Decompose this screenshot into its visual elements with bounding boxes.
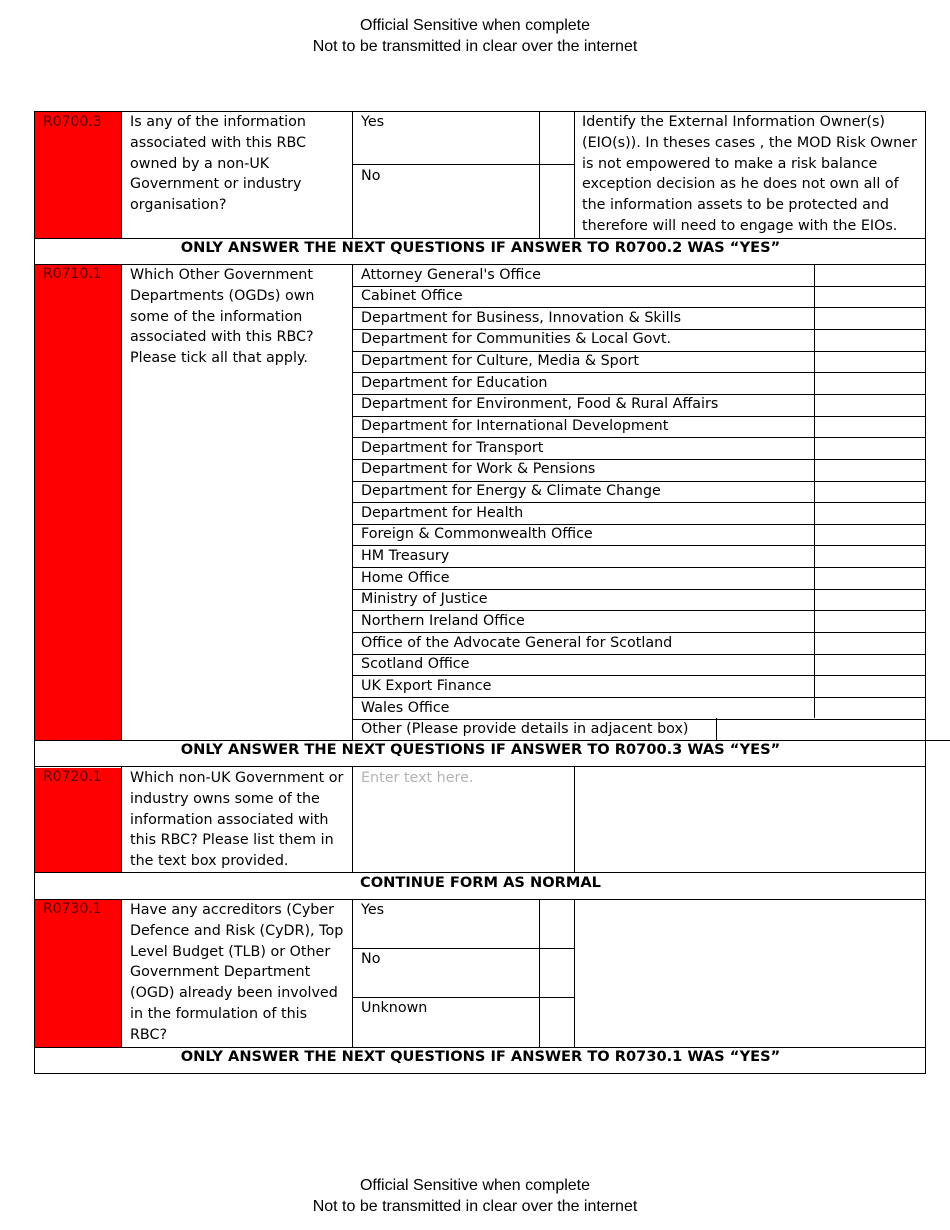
code-cell-r0700-3 [35,112,121,238]
department-option-label: Department for Environment, Food & Rural Affairs [361,396,719,413]
continue-banner: CONTINUE FORM AS NORMAL [360,874,601,891]
department-tick-box[interactable] [815,329,925,351]
department-option-label: Department for Transport [361,439,544,456]
header-transmission-warning: Not to be transmitted in clear over the internet [312,38,638,55]
footer-classification: Official Sensitive when complete [359,1177,591,1194]
department-other-details-box[interactable] [717,719,925,740]
footer-transmission-warning: Not to be transmitted in clear over the internet [312,1198,638,1215]
page-header [0,15,950,57]
department-tick-box[interactable] [815,459,925,481]
department-option-label: Department for Culture, Media & Sport [361,353,639,370]
department-tick-box[interactable] [815,481,925,503]
department-option-label: Department for International Development [361,418,669,435]
department-tick-box[interactable] [815,437,925,459]
answer-text-input[interactable]: Enter text here. [361,770,474,786]
conditional-banner: ONLY ANSWER THE NEXT QUESTIONS IF ANSWER TO R0700.2 WAS “YES” [180,239,781,256]
option-unknown-label: Unknown [361,1000,428,1016]
option-yes-label: Yes [361,902,385,918]
department-tick-box[interactable] [815,567,925,589]
header-classification: Official Sensitive when complete [359,17,591,34]
option-yes-checkbox[interactable] [540,900,574,948]
option-yes-checkbox[interactable] [540,112,574,164]
department-tick-box[interactable] [815,632,925,654]
department-option-label: UK Export Finance [361,677,492,694]
code-cell-r0710-1 [35,265,121,740]
department-option-label: Department for Work & Pensions [361,461,596,478]
option-no-label: No [361,168,381,184]
department-option-label: HM Treasury [361,547,450,564]
department-tick-box[interactable] [815,286,925,308]
department-tick-box[interactable] [815,524,925,546]
question-code: R0710.1 [43,266,102,282]
department-option-label: Scotland Office [361,656,470,673]
conditional-banner: ONLY ANSWER THE NEXT QUESTIONS IF ANSWER TO R0700.3 WAS “YES” [180,741,781,758]
department-option-label: Department for Business, Innovation & Skills [361,309,682,326]
department-option-label: Cabinet Office [361,288,463,305]
department-tick-box[interactable] [815,351,925,373]
department-tick-box[interactable] [815,589,925,611]
department-option-label: Department for Education [361,374,548,391]
department-option-label: Home Office [361,569,450,586]
department-option-label: Wales Office [361,699,450,716]
question-code: R0730.1 [43,901,102,917]
option-yes-label: Yes [361,114,385,130]
question-text: Have any accreditors (Cyber Defence and Risk (CyDR), Top Level Budget (TLB) or Other Government Department (OGD) already been involved in the formulation of this RBC? [130,902,344,1043]
department-tick-box[interactable] [815,545,925,567]
department-tick-box[interactable] [815,394,925,416]
department-option-label: Attorney General's Office [361,266,541,283]
department-option-label: Office of the Advocate General for Scotland [361,634,673,651]
department-option-label: Ministry of Justice [361,591,488,608]
question-code: R0700.3 [43,114,102,130]
department-tick-box[interactable] [815,502,925,524]
question-text: Which Other Government Departments (OGDs) own some of the information associated with this RBC? Please tick all that apply. [130,267,315,367]
department-tick-box[interactable] [815,264,925,286]
conditional-banner: ONLY ANSWER THE NEXT QUESTIONS IF ANSWER TO R0730.1 WAS “YES” [180,1048,781,1065]
question-text: Is any of the information associated with this RBC owned by a non-UK Government or industry organisation? [130,114,307,214]
department-tick-box[interactable] [815,697,925,719]
department-tick-box[interactable] [815,654,925,676]
question-text: Which non-UK Government or industry owns some of the information associated with this RBC? Please list them in the text box provided. [130,770,344,870]
department-tick-box[interactable] [815,416,925,438]
page-footer [0,1175,950,1217]
department-other-label: Other (Please provide details in adjacent box) [361,721,689,738]
option-no-label: No [361,951,381,967]
option-no-checkbox[interactable] [540,949,574,998]
department-option-label: Foreign & Commonwealth Office [361,526,593,543]
department-tick-box[interactable] [815,610,925,632]
guidance-note: Identify the External Information Owner(s) (EIO(s)). In theses cases , the MOD Risk Owner is not empowered to make a risk balance exception decision as he does not own all of the information assets to be protected and therefore will need to engage with the EIOs. [582,114,917,234]
department-tick-box[interactable] [815,675,925,697]
department-option-label: Department for Communities & Local Govt. [361,331,672,348]
department-tick-box[interactable] [815,307,925,329]
option-unknown-checkbox[interactable] [540,998,574,1047]
option-no-checkbox[interactable] [540,165,574,238]
department-option-label: Department for Energy & Climate Change [361,483,661,499]
department-option-label: Northern Ireland Office [361,612,525,629]
department-option-label: Department for Health [361,504,524,521]
code-cell-r0730-1 [35,900,121,1047]
question-code: R0720.1 [43,769,102,785]
department-tick-box[interactable] [815,372,925,394]
